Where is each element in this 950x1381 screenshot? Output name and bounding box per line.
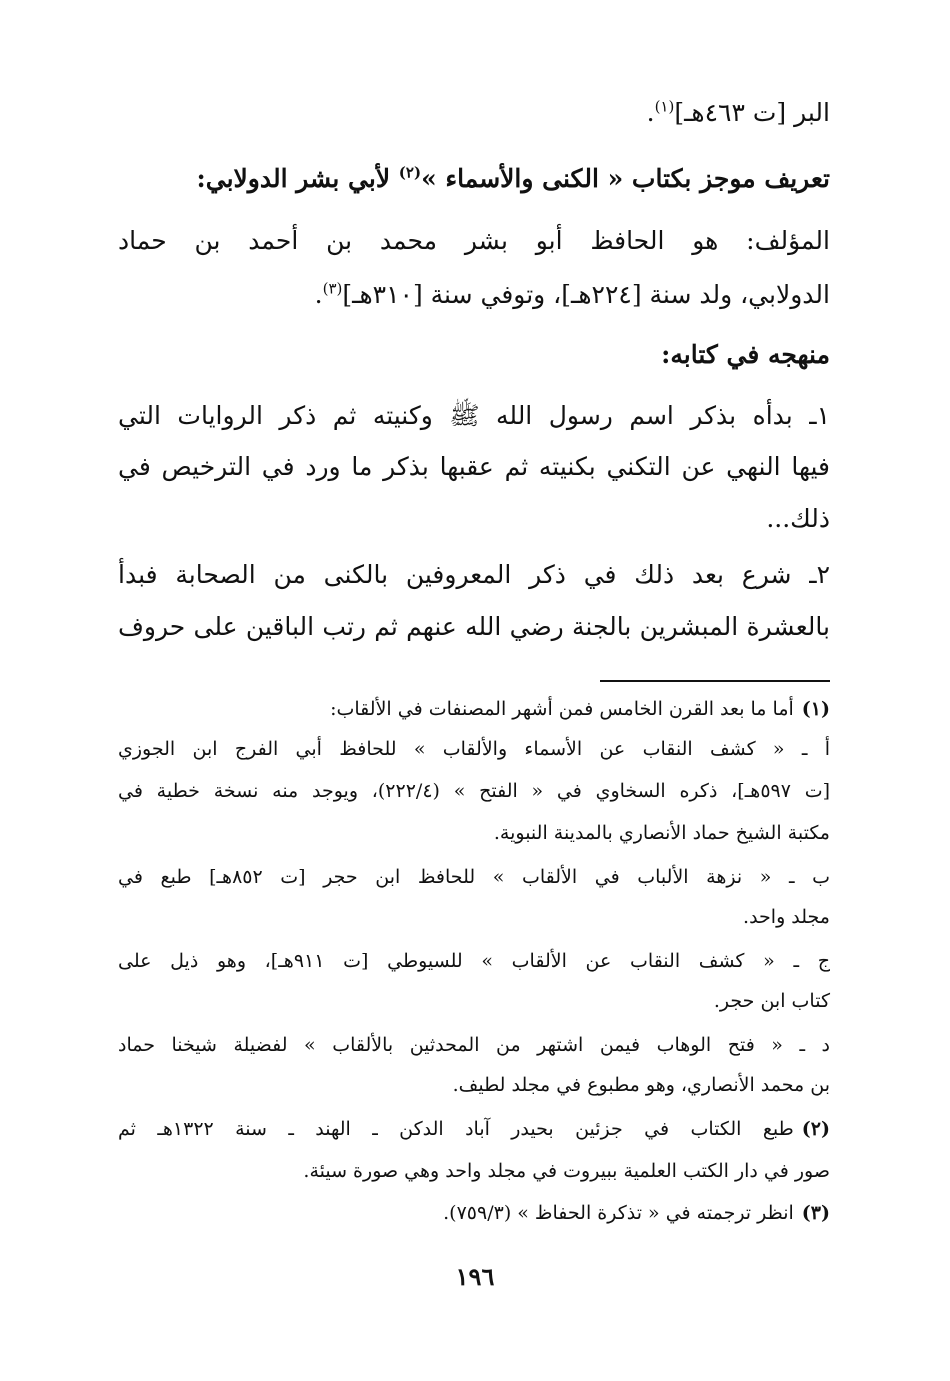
page-number: ١٩٦: [455, 1262, 495, 1291]
method-item-2-line: بالعشرة المبشرين بالجنة رضي الله عنهم ثم رتب الباقين على حروف: [118, 612, 830, 641]
footnote-2-line: [118, 1118, 830, 1140]
footnote-ref-1[interactable]: (١): [654, 97, 675, 116]
heading-text: لأبي بشر الدولابي:: [196, 164, 399, 193]
footnote-number: (١): [801, 698, 830, 720]
author-paragraph-line: [118, 280, 830, 309]
footnote-text: أما ما بعد القرن الخامس فمن أشهر المصنفات في الألقاب:: [330, 698, 794, 720]
method-item-1-line: ذلك...: [766, 504, 830, 533]
footnote-separator: [600, 680, 830, 682]
text-fragment: الدولابي، ولد سنة [٢٢٤هـ]، وتوفي سنة [٣١٠هـ]: [342, 280, 830, 309]
footnote-1-a-line: [ت ٥٩٧هـ]، ذكره السخاوي في « الفتح » (٢٢٢/٤)، ويوجد منه نسخة خطية في: [118, 780, 830, 802]
footnote-1-a-line: أ ـ « كشف النقاب عن الأسماء والألقاب » للحافظ أبي الفرج ابن الجوزي: [118, 738, 830, 760]
footnote-1-c-line: ج ـ « كشف النقاب عن الألقاب » للسيوطي [ت ٩١١هـ]، وهو ذيل على: [118, 950, 830, 972]
footnote-text: انظر ترجمته في « تذكرة الحفاظ » (٧٥٩/٣).: [443, 1202, 794, 1224]
footnote-1-d-line: بن محمد الأنصاري، وهو مطبوع في مجلد لطيف.: [452, 1074, 830, 1096]
footnote-ref-2[interactable]: (٢): [398, 163, 422, 182]
footnote-number: (٣): [801, 1202, 830, 1224]
footnote-ref-3[interactable]: (٣): [322, 279, 343, 298]
text-fragment: .: [314, 280, 323, 309]
text-line-continuation: [118, 98, 830, 127]
footnote-1-d-line: د ـ « فتح الوهاب فيمن اشتهر من المحدثين بالألقاب » لفضيلة شيخنا حماد: [118, 1034, 830, 1056]
footnote-1-c-line: كتاب ابن حجر.: [713, 990, 830, 1012]
method-item-2-line: ٢ـ شرع بعد ذلك في ذكر المعروفين بالكنى من الصحابة فبدأ: [118, 560, 830, 589]
footnote-1-b-line: ب ـ « نزهة الألباب في الألقاب » للحافظ ابن حجر [ت ٨٥٢هـ] طبع في: [118, 866, 830, 888]
footnote-text: طبع الكتاب في جزئين بحيدر آباد الدكن ـ الهند ـ سنة ١٣٢٢هـ ثم: [118, 1118, 794, 1140]
text-fragment: .: [646, 98, 655, 127]
footnote-3-line: [118, 1202, 830, 1224]
author-paragraph-line: [118, 226, 830, 255]
footnote-1-intro: [118, 698, 830, 720]
method-item-1-line: فيها النهي عن التكني بكنيته ثم عقبها بذكر ما ورد في الترخيص في: [118, 452, 830, 481]
text-fragment: المؤلف: هو الحافظ أبو بشر محمد بن أحمد بن حماد: [118, 226, 830, 255]
footnote-number: (٢): [801, 1118, 831, 1140]
footnote-2-line: صور في دار الكتب العلمية ببيروت في مجلد واحد وهي صورة سيئة.: [303, 1160, 830, 1182]
heading-text: تعريف موجز بكتاب « الكنى والأسماء »: [421, 164, 830, 193]
section-heading-book: [118, 164, 830, 193]
footnote-1-b-line: مجلد واحد.: [743, 906, 830, 928]
section-heading-method: منهجه في كتابه:: [661, 340, 830, 369]
text-fragment: البر [ت ٤٦٣هـ]: [674, 98, 830, 127]
method-item-1-line: ١ـ بدأه بذكر اسم رسول الله ﷺ وكنيته ثم ذكر الروايات التي: [118, 401, 830, 430]
footnote-1-a-line: مكتبة الشيخ حماد الأنصاري بالمدينة النبوية.: [493, 822, 830, 844]
